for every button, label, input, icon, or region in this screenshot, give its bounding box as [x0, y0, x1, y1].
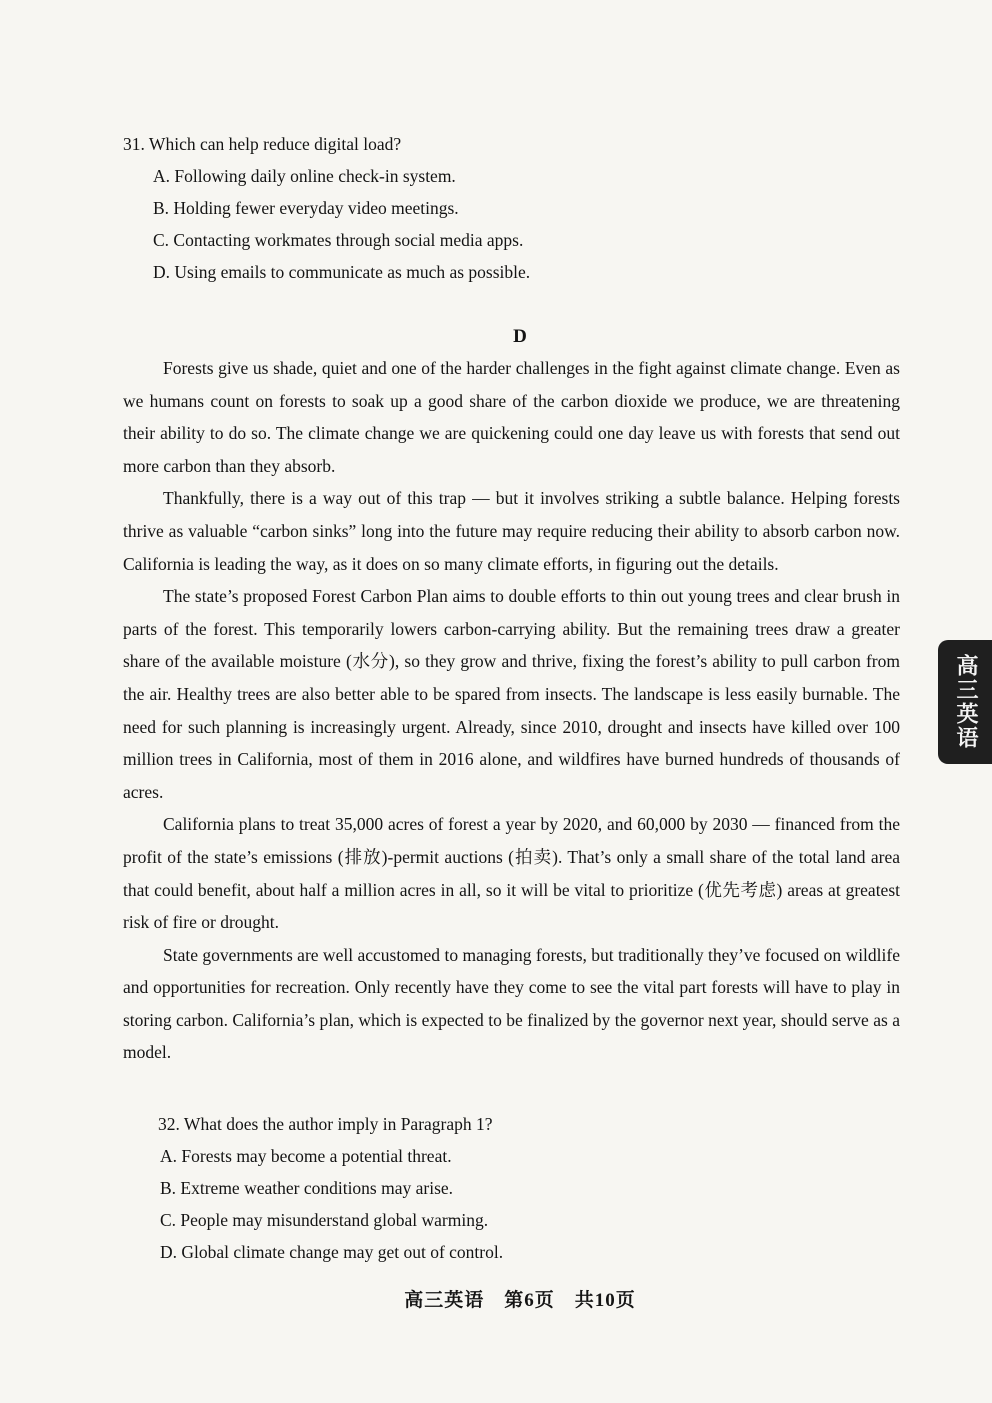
- option-d: D. Using emails to communicate as much as possible.: [153, 262, 531, 282]
- option-d: D. Global climate change may get out of control.: [160, 1242, 504, 1262]
- option-b: B. Holding fewer everyday video meetings.: [153, 198, 459, 218]
- option-a: A. Forests may become a potential threat.: [160, 1146, 452, 1166]
- question-32: [130, 1108, 930, 1268]
- paragraph-2: Thankfully, there is a way out of this trap — but it involves striking a subtle balance. Helping forests thrive as valuable “carbon sinks” long into the future may require reducing their ability to absorb carbon now. California is leading the way, as it does on so many climate efforts, in figuring out the details.: [123, 488, 900, 574]
- option-a: A. Following daily online check-in system.: [153, 166, 456, 186]
- paragraph-5: State governments are well accustomed to managing forests, but traditionally they’ve focused on wildlife and opportunities for recreation. Only recently have they come to see the vital part forests will have to play in storing carbon. California’s plan, which is expected to be finalized by the governor next year, should serve as a model.: [123, 944, 900, 1063]
- option-b: B. Extreme weather conditions may arise.: [160, 1178, 454, 1198]
- subject-side-tab: [938, 640, 992, 764]
- paragraph-1: Forests give us shade, quiet and one of the harder challenges in the fight against climate change. Even as we humans count on forests to soak up a good share of the carbon dioxide we produce, we are threatening their ability to do so. The climate change we are quickening could one day leave us with forests that send out more carbon than they absorb.: [123, 358, 900, 476]
- paragraph-3: The state’s proposed Forest Carbon Plan aims to double efforts to thin out young trees and clear brush in parts of the forest. This temporarily lowers carbon-carrying ability. But the remaining trees draw a greater share of the available moisture (水分), so they grow and thrive, fixing the forest’s ability to pull carbon from the air. Healthy trees are also better able to be spared from insects. The landscape is less easily burnable. The need for such planning is increasingly urgent. Already, since 2010, drought and insects have killed over 100 million trees in California, most of them in 2016 alone, and wildfires have burned hundreds of thousands of acres.: [123, 586, 900, 802]
- option-c: C. Contacting workmates through social media apps.: [153, 230, 524, 250]
- question-stem: 31. Which can help reduce digital load?: [123, 134, 402, 154]
- paragraph-4: California plans to treat 35,000 acres of forest a year by 2020, and 60,000 by 2030 — financed from the profit of the state’s emissions (排放)-permit auctions (拍卖). That’s only a small share of the total land area that could benefit, about half a million acres in all, so it will be vital to prioritize (优先考虑) areas at greatest risk of fire or drought.: [123, 814, 900, 933]
- question-stem: 32. What does the author imply in Paragraph 1?: [158, 1114, 493, 1134]
- subject-side-tab-label: 高三英语: [953, 654, 978, 750]
- section-title: D: [513, 326, 527, 347]
- option-c: C. People may misunderstand global warming.: [160, 1210, 489, 1230]
- page-footer: 高三英语 第6页 共10页: [404, 1290, 636, 1311]
- reading-passage: [123, 352, 900, 1069]
- question-31: [123, 128, 923, 288]
